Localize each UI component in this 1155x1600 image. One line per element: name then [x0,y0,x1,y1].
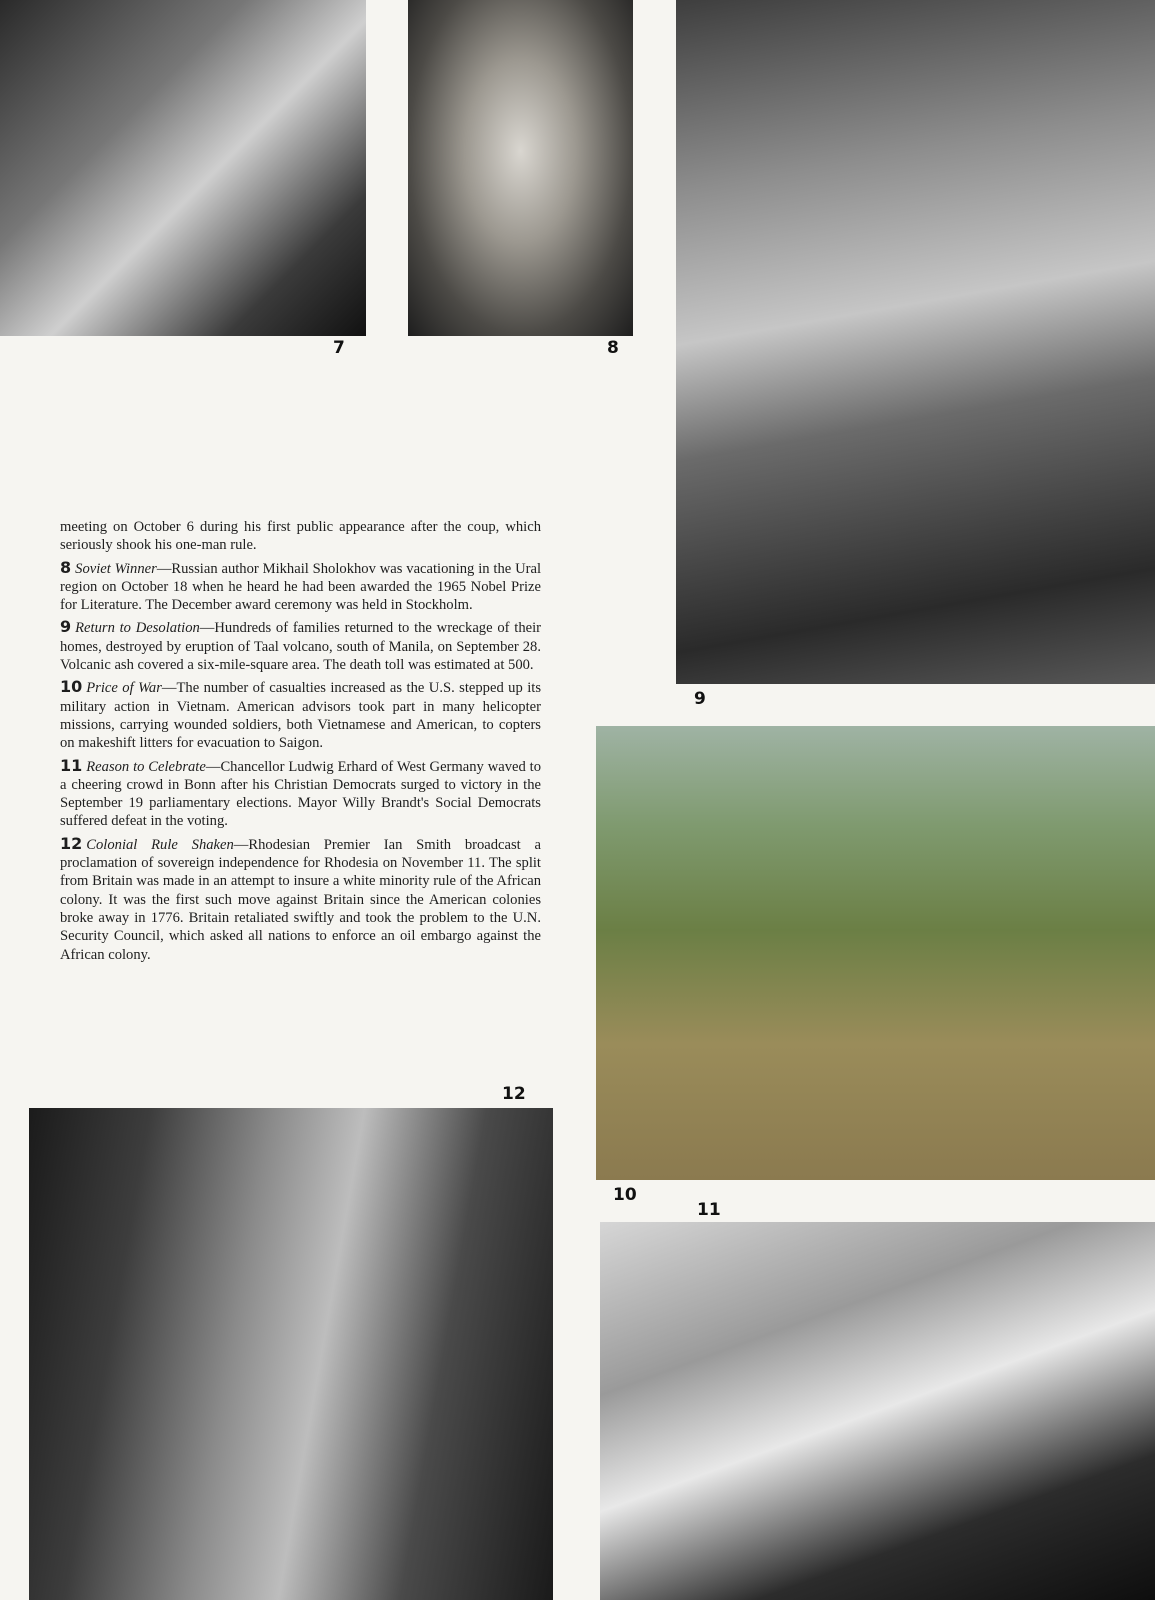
photo-7-alt [98,162,267,175]
photo-9-alt [769,336,1062,349]
photo-10-alt [750,947,1001,960]
caption-item-8: 8 Soviet Winner—Russian author Mikhail Sholokhov was vacationing in the Ural region on October 18 when he heard he had been awarded the 1965 Nobel Prize for Literature. The December award ceremony was held in Stockholm. [60,557,541,614]
photo-11 [600,1222,1155,1600]
photo-10 [596,726,1155,1180]
caption-item-11: 11 Reason to Celebrate—Chancellor Ludwig Erhard of West Germany waved to a cheering crowd in Bonn after his Christian Democrats surged to victory in the September 19 parliamentary elections. Mayor Willy Brandt's Social Democrats suffered defeat in the voting. [60,755,541,830]
caption-text-block [60,518,541,968]
photo-number-7: 7 [333,338,345,358]
photo-number-11: 11 [697,1200,721,1220]
photo-12 [29,1108,553,1600]
caption-item-12: 12 Colonial Rule Shaken—Rhodesian Premier Ian Smith broadcast a proclamation of sovereign independence for Rhodesia on November 11. The split from Britain was made in an attempt to insure a white minority rule of the African colony. It was the first such move against Britain since the American colonies broke away in 1776. Britain retaliated swiftly and took the problem to the U.N. Security Council, which asked all nations to enforce an oil embargo against the African colony. [60,833,541,963]
caption-item-10: 10 Price of War—The number of casualties increased as the U.S. stepped up its military action in Vietnam. American advisors took part in many helicopter missions, carrying wounded soldiers, both Vietnamese and American, to copters on makeshift litters for evacuation to Saigon. [60,677,541,752]
photo-number-8: 8 [607,338,619,358]
caption-intro: meeting on October 6 during his first public appearance after the coup, which seriously shook his one-man rule. [60,519,541,554]
photo-9 [676,0,1155,684]
photo-number-9: 9 [694,689,706,709]
photo-number-10: 10 [613,1185,637,1205]
photo-number-12: 12 [502,1084,526,1104]
photo-7 [0,0,366,336]
photo-11-alt [791,1405,964,1418]
photo-12-alt [223,1348,359,1361]
photo-8-alt [422,162,618,175]
photo-8 [408,0,633,336]
caption-item-9: 9 Return to Desolation—Hundreds of families returned to the wreckage of their homes, destroyed by eruption of Taal volcano, south of Manila, on September 28. Volcanic ash covered a six-mile-square area. The death toll was estimated at 500. [60,617,542,674]
